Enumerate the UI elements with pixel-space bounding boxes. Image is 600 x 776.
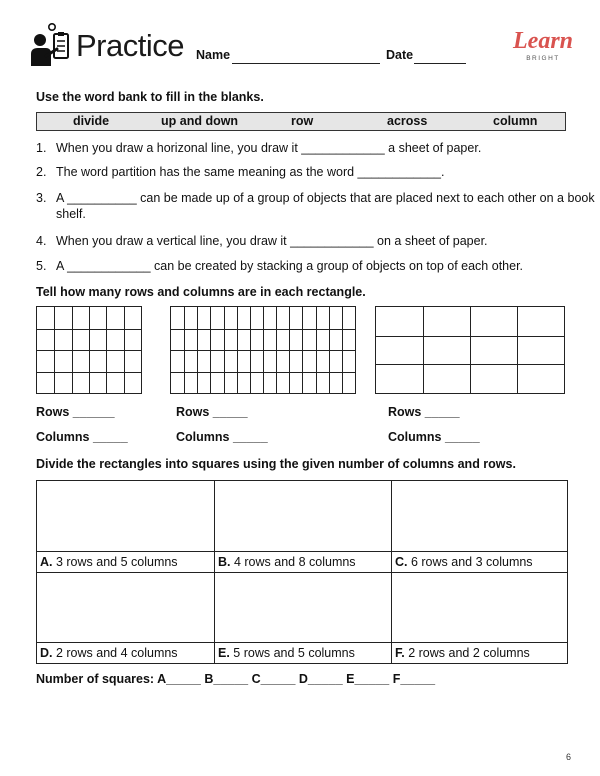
grid-column-line bbox=[470, 307, 471, 393]
task-cell-d[interactable] bbox=[37, 573, 215, 663]
question-text: When you draw a horizonal line, you draw it ____________ a sheet of paper. bbox=[56, 141, 482, 155]
task-cell-f[interactable] bbox=[392, 573, 567, 663]
question-2 bbox=[36, 164, 444, 181]
grid-3-rows: Rows _____ bbox=[388, 405, 460, 419]
grid-row-line bbox=[171, 372, 355, 373]
task-text: 3 rows and 5 columns bbox=[52, 555, 178, 569]
question-number: 2. bbox=[36, 165, 47, 179]
task-caption bbox=[215, 551, 391, 572]
task-letter: F. bbox=[395, 646, 405, 660]
task-cell-e[interactable] bbox=[215, 573, 392, 663]
grid-1-rows: Rows ______ bbox=[36, 405, 115, 419]
task-caption bbox=[392, 642, 567, 663]
task-letter: B. bbox=[218, 555, 231, 569]
task-caption bbox=[392, 551, 567, 572]
question-text: When you draw a vertical line, you draw it ____________ on a sheet of paper. bbox=[56, 234, 488, 248]
question-text: A ____________ can be created by stacking a group of objects on top of each other. bbox=[56, 259, 524, 273]
grid-row-line bbox=[37, 372, 141, 373]
grid-2-columns: Columns _____ bbox=[176, 430, 268, 444]
learn-bright-logo bbox=[508, 26, 578, 66]
task-text: 2 rows and 4 columns bbox=[52, 646, 178, 660]
task-text: 2 rows and 2 columns bbox=[404, 646, 530, 660]
task-cell-b[interactable] bbox=[215, 481, 392, 573]
grid-row-line bbox=[171, 350, 355, 351]
grid-2-rows: Rows _____ bbox=[176, 405, 248, 419]
question-5 bbox=[36, 258, 523, 275]
rectangle-grid-1 bbox=[36, 306, 142, 394]
grid-row-line bbox=[37, 329, 141, 330]
teacher-clipboard-icon bbox=[30, 22, 72, 68]
task-caption bbox=[37, 642, 214, 663]
question-text: A __________ can be made up of a group of objects that are placed next to each other on a book bbox=[56, 191, 595, 205]
word-bank-item: across bbox=[387, 114, 428, 128]
question-number: 3. bbox=[36, 191, 47, 205]
word-bank bbox=[36, 112, 566, 131]
question-1 bbox=[36, 140, 481, 157]
instructions-divide: Divide the rectangles into squares using the given number of columns and rows. bbox=[36, 457, 516, 471]
word-bank-item: row bbox=[291, 114, 314, 128]
task-text: 4 rows and 8 columns bbox=[230, 555, 356, 569]
instructions-rows-columns: Tell how many rows and columns are in each rectangle. bbox=[36, 285, 366, 299]
task-letter: A. bbox=[40, 555, 53, 569]
word-bank-item: column bbox=[493, 114, 538, 128]
task-text: 6 rows and 3 columns bbox=[407, 555, 533, 569]
page-title: Practice bbox=[76, 28, 184, 63]
question-3 bbox=[36, 190, 595, 207]
rectangle-grid-2 bbox=[170, 306, 356, 394]
question-3-continued: shelf. bbox=[56, 207, 86, 221]
grid-row-line bbox=[376, 336, 564, 337]
grid-3-columns: Columns _____ bbox=[388, 430, 480, 444]
grid-column-line bbox=[517, 307, 518, 393]
divide-rectangles-table bbox=[36, 480, 568, 664]
question-text: The word partition has the same meaning as the word ____________. bbox=[56, 165, 445, 179]
question-number: 5. bbox=[36, 259, 47, 273]
page-number: 6 bbox=[566, 752, 572, 762]
word-bank-item: up and down bbox=[161, 114, 239, 128]
task-cell-c[interactable] bbox=[392, 481, 567, 573]
task-caption bbox=[215, 642, 391, 663]
task-letter: E. bbox=[218, 646, 230, 660]
question-number: 1. bbox=[36, 141, 47, 155]
task-text: 5 rows and 5 columns bbox=[229, 646, 355, 660]
question-number: 4. bbox=[36, 234, 47, 248]
task-letter: D. bbox=[40, 646, 53, 660]
rectangle-grid-3 bbox=[375, 306, 565, 394]
instructions-word-bank: Use the word bank to fill in the blanks. bbox=[36, 90, 264, 104]
grid-row-line bbox=[171, 329, 355, 330]
question-4 bbox=[36, 233, 488, 250]
logo-sub: BRIGHT bbox=[526, 55, 560, 62]
word-bank-item: divide bbox=[73, 114, 110, 128]
task-caption bbox=[37, 551, 214, 572]
logo-word: Learn bbox=[513, 28, 573, 54]
number-of-squares: Number of squares: A_____ B_____ C_____ D_____ E_____ F_____ bbox=[36, 672, 436, 686]
date-label: Date bbox=[386, 48, 414, 62]
grid-row-line bbox=[37, 350, 141, 351]
task-letter: C. bbox=[395, 555, 408, 569]
name-field[interactable] bbox=[232, 63, 380, 64]
grid-1-columns: Columns _____ bbox=[36, 430, 128, 444]
name-label: Name bbox=[196, 48, 231, 62]
date-field[interactable] bbox=[414, 63, 466, 64]
task-cell-a[interactable] bbox=[37, 481, 215, 573]
grid-column-line bbox=[423, 307, 424, 393]
grid-row-line bbox=[376, 364, 564, 365]
